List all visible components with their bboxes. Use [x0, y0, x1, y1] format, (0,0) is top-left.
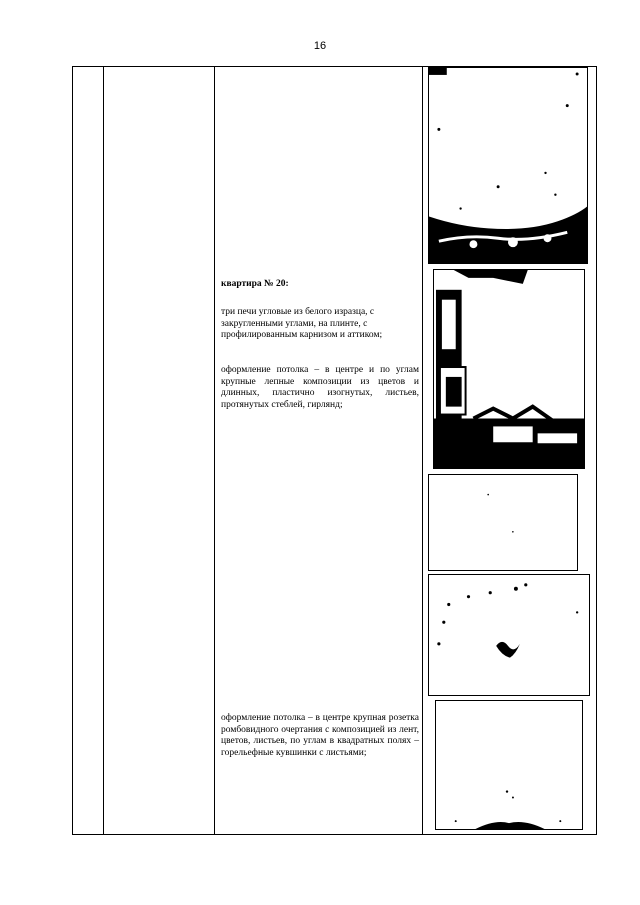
ceiling-rosette-photo: [435, 700, 583, 830]
object-table: [72, 66, 597, 835]
apartment-heading: квартира № 20:: [221, 279, 289, 289]
ceiling-photo-2: [428, 474, 578, 571]
page-number: 16: [313, 40, 327, 52]
column-divider: [422, 67, 423, 834]
item-stoves: три печи угловые из белого изразца, с закругленными углами, на плинте, с профилированным карнизом и аттиком;: [221, 307, 383, 340]
stove-photo: [433, 269, 585, 469]
ceiling-photo-3: [428, 574, 590, 696]
ceiling-photo-1: [428, 67, 588, 264]
item-ceiling-composition: оформление потолка – в центре и по углам крупные лепные композиции из цветов и длинных, пластично изогнутых, листьев, протянутых стеблей, гирлянд;: [221, 365, 419, 410]
item-ceiling-rosette: оформление потолка – в центре крупная розетка ромбовидного очертания с композицией из лент, цветов, листьев, по углам в квадратных полях – горельефные кувшинки с листьями;: [221, 713, 419, 758]
column-divider: [214, 67, 215, 834]
column-divider: [103, 67, 104, 834]
